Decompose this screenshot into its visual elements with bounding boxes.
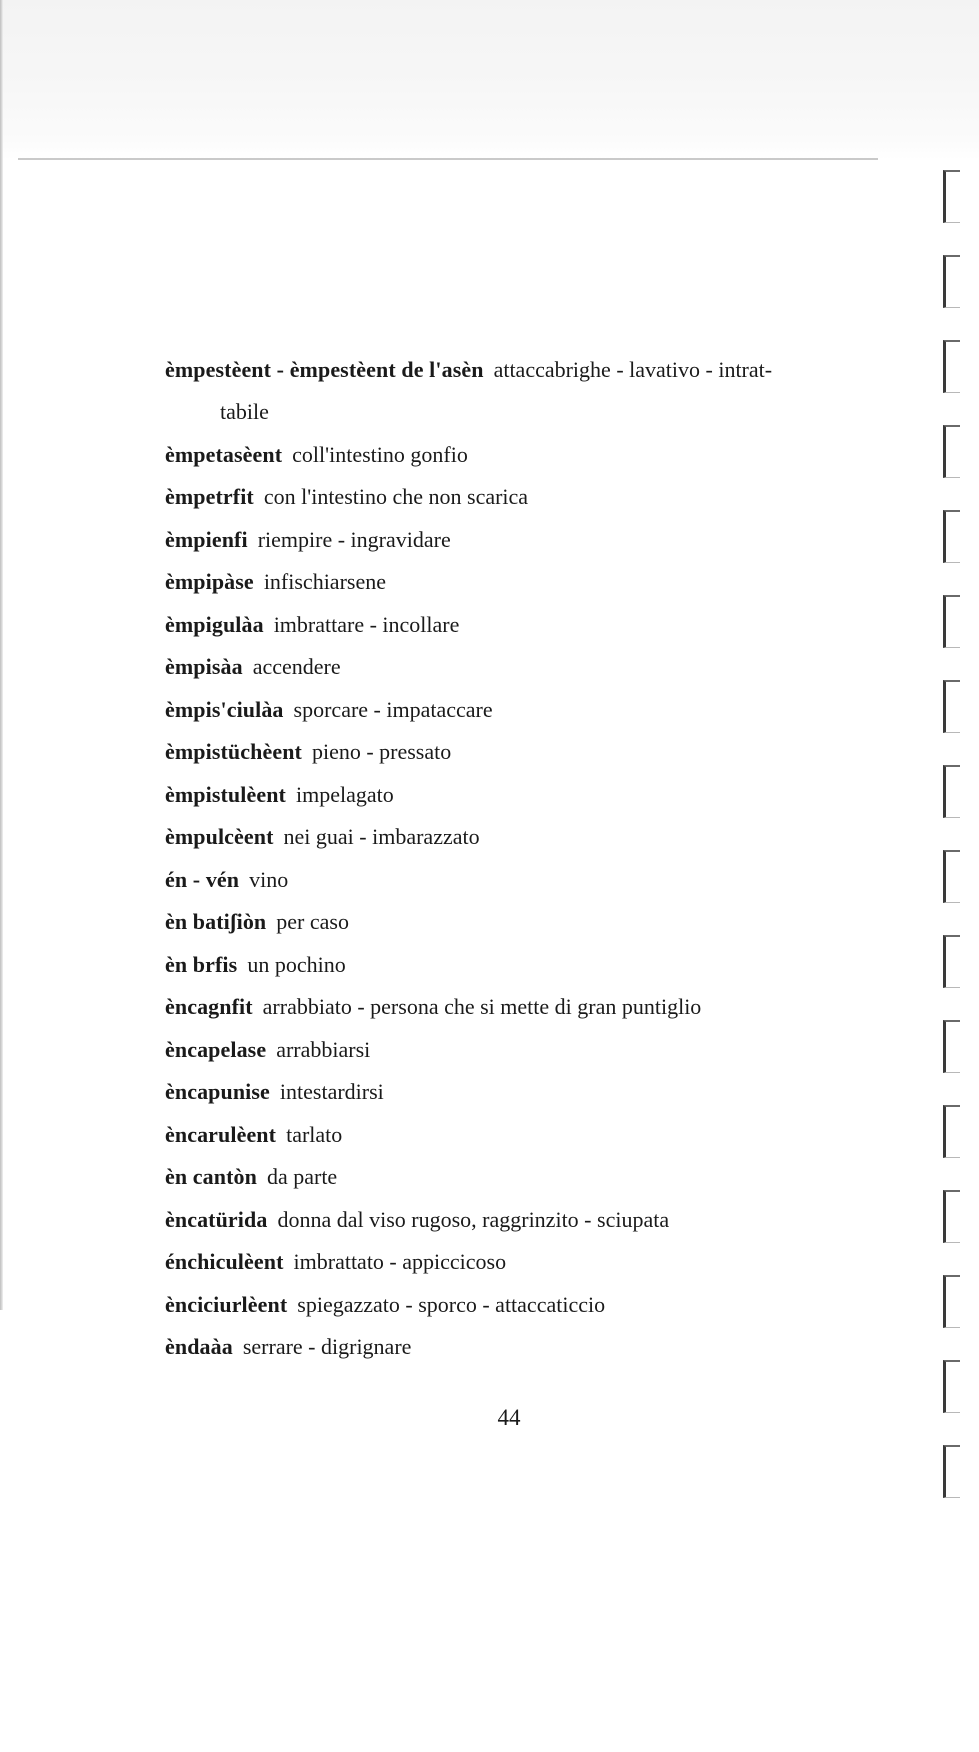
entry-definition: impelagato xyxy=(295,781,394,807)
binding-mark xyxy=(943,1360,960,1413)
binding-marks xyxy=(943,170,973,1570)
entry-definition: vino xyxy=(249,866,289,892)
dictionary-entry xyxy=(165,907,865,937)
binding-mark xyxy=(943,595,960,648)
entry-term: èncapelase xyxy=(165,1036,267,1062)
entry-term: èncarulèent xyxy=(165,1121,277,1147)
dictionary-entry xyxy=(165,1120,865,1150)
dictionary-entries xyxy=(165,355,865,1375)
entry-term: èmpisàa xyxy=(165,654,243,679)
binding-mark xyxy=(943,170,960,223)
dictionary-entry xyxy=(165,652,865,682)
dictionary-entry xyxy=(165,1332,865,1362)
entry-definition: coll'intestino gonfio xyxy=(292,441,468,467)
dictionary-entry xyxy=(165,695,865,725)
entry-definition: pieno - pressato xyxy=(311,739,452,764)
entry-definition: con l'intestino che non scarica xyxy=(263,484,529,509)
binding-mark xyxy=(943,340,960,393)
entry-definition: donna dal viso rugoso, raggrinzito - sciupata xyxy=(277,1206,670,1232)
binding-mark xyxy=(943,1445,960,1498)
binding-mark xyxy=(943,425,960,478)
dictionary-entry xyxy=(165,822,865,852)
binding-mark xyxy=(943,1190,960,1243)
entry-term: èn brfis xyxy=(165,951,238,977)
entry-term: èncapunise xyxy=(165,1079,270,1104)
entry-term: èncatürida xyxy=(165,1206,268,1232)
entry-definition: arrabbiato - persona che si mette di gran puntiglio xyxy=(262,994,702,1019)
entry-term: èndaàa xyxy=(165,1334,233,1359)
binding-mark xyxy=(943,935,960,988)
binding-mark xyxy=(943,765,960,818)
entry-definition: attaccabrighe - lavativo - intrat- xyxy=(493,357,773,382)
entry-definition: accendere xyxy=(252,654,341,679)
entry-definition: intestardirsi xyxy=(279,1079,384,1104)
dictionary-entry xyxy=(165,992,865,1022)
entry-term: èncagnfit xyxy=(165,994,253,1019)
entry-term: èmpienfi xyxy=(165,526,248,552)
dictionary-entry xyxy=(165,610,865,640)
entry-definition: tarlato xyxy=(286,1121,343,1147)
entry-term: èmpigulàa xyxy=(165,611,264,637)
binding-mark xyxy=(943,510,960,563)
binding-mark xyxy=(943,1275,960,1328)
entry-term: èn cantòn xyxy=(165,1164,257,1189)
entry-term: èmpetrfit xyxy=(165,484,254,509)
dictionary-entry xyxy=(165,1035,865,1065)
entry-definition: riempire - ingravidare xyxy=(257,526,451,552)
dictionary-entry xyxy=(165,567,865,597)
dictionary-entry xyxy=(165,1290,865,1320)
dictionary-entry xyxy=(165,355,865,427)
entry-definition: sporcare - impataccare xyxy=(293,696,493,722)
dictionary-entry xyxy=(165,1162,865,1192)
entry-definition: spiegazzato - sporco - attaccaticcio xyxy=(297,1291,606,1317)
entry-definition: nei guai - imbarazzato xyxy=(283,824,480,849)
dictionary-entry xyxy=(165,865,865,895)
entry-definition: un pochino xyxy=(247,951,346,977)
entry-term: én - vén xyxy=(165,866,240,892)
dictionary-entry xyxy=(165,440,865,470)
entry-definition: da parte xyxy=(266,1164,338,1189)
entry-term: èmpistüchèent xyxy=(165,739,302,764)
dictionary-entry xyxy=(165,1247,865,1277)
entry-definition: serrare - digrignare xyxy=(242,1334,412,1359)
entry-term: énchiculèent xyxy=(165,1249,284,1274)
entry-term: èn batiʃiòn xyxy=(165,909,267,934)
entry-definition: imbrattato - appiccicoso xyxy=(293,1249,507,1274)
dictionary-entry xyxy=(165,780,865,810)
scan-header-shade xyxy=(0,0,979,160)
binding-mark xyxy=(943,1020,960,1073)
entry-term: èmpipàse xyxy=(165,569,254,594)
dictionary-entry xyxy=(165,525,865,555)
dictionary-entry xyxy=(165,1205,865,1235)
dictionary-entry xyxy=(165,1077,865,1107)
binding-mark xyxy=(943,255,960,308)
entry-term: èmpistulèent xyxy=(165,781,286,807)
entry-term: èmpulcèent xyxy=(165,824,274,849)
entry-term: èmpetasèent xyxy=(165,441,283,467)
entry-term: ènciciurlèent xyxy=(165,1291,288,1317)
dictionary-entry xyxy=(165,737,865,767)
entry-definition: infischiarsene xyxy=(263,569,386,594)
binding-mark xyxy=(943,1105,960,1158)
dictionary-entry xyxy=(165,950,865,980)
binding-mark xyxy=(943,850,960,903)
entry-definition: arrabbiarsi xyxy=(276,1036,371,1062)
entry-definition: per caso xyxy=(276,909,349,934)
scan-top-rule xyxy=(18,158,878,160)
entry-term: èmpis'ciulàa xyxy=(165,696,284,722)
page-number: 44 xyxy=(497,1405,521,1430)
dictionary-entry xyxy=(165,482,865,512)
scan-left-edge xyxy=(0,0,3,1310)
entry-definition-continuation: tabile xyxy=(220,399,269,424)
binding-mark xyxy=(943,680,960,733)
entry-definition: imbrattare - incollare xyxy=(273,611,460,637)
entry-term: èmpestèent - èmpestèent de l'asèn xyxy=(165,357,484,382)
